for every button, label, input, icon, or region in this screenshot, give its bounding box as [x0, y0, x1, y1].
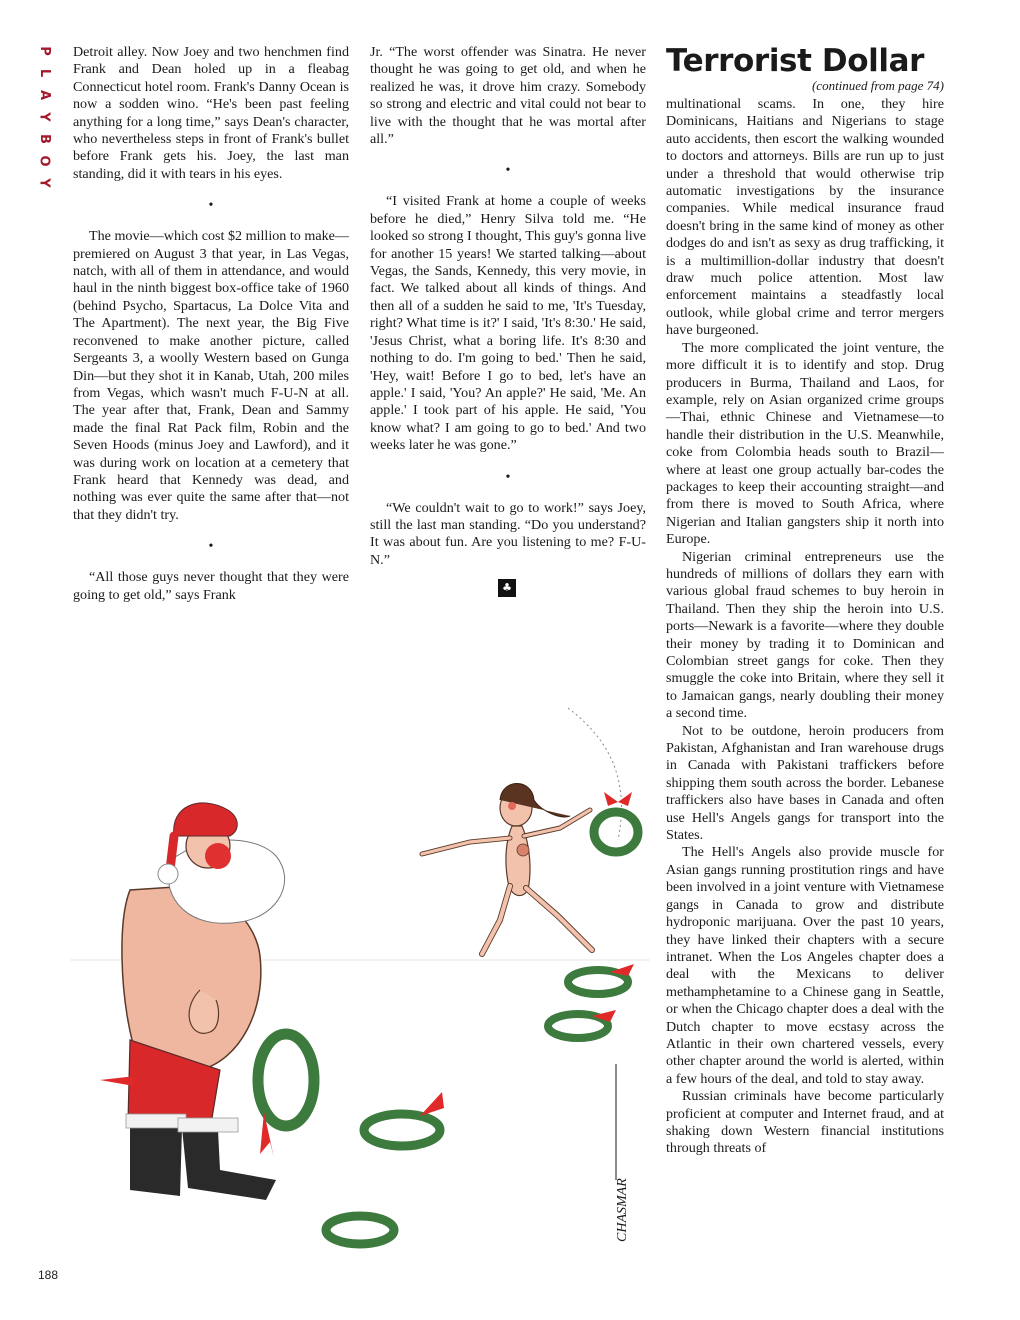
paragraph: Russian criminals have become particularly proficient at computer and Internet fraud, and at shaking down Western financial institutions through threats of: [666, 1088, 944, 1157]
article-column-1: [73, 44, 349, 604]
article-column-2: [370, 44, 646, 597]
end-mark-icon: ♣: [498, 579, 516, 597]
paragraph: “We couldn't wait to go to work!” says Joey, still the last man standing. “Do you understand? It was about fun. Are you listening to me? F-U-N.”: [370, 499, 646, 568]
magazine-spine-logo: [34, 44, 54, 190]
section-separator: •: [505, 163, 511, 179]
spine-letter: O: [37, 155, 52, 167]
wreath-ice-4: [326, 1216, 394, 1244]
artist-signature: [615, 1064, 630, 1242]
paragraph: Detroit alley. Now Joey and two henchmen find Frank and Dean holed up in a fleabag Connecticut hotel room. Frank's Danny Ocean is now a sodden wino. “He's been past feeling anything for a long time,” says Dean's character, who nevertheless steps in front of Frank's bullet before Frank gets his. Joey, the last man standing, did it with tears in his eyes.: [73, 44, 349, 182]
paragraph: “I visited Frank at home a couple of weeks before he died,” Henry Silva told me. “He looked so strong I thought, This guy's gonna live for another 15 years! We started talking—about Vegas, the Sands, Kennedy, this very movie, in fact. We talked about all kinds of things. And then all of a sudden he said to me, 'It's Tuesday, right? What time is it?' I said, 'It's 8:30.' He said, 'Jesus Christ, what a boring life. It's 8:30 and nothing to do. I'm going to bed.' Then he said, 'Hey, wait! Before I go to bed, let's have an apple.' I said, 'You? An apple?' He said, 'Me. An apple.' I took part of his apple. He said, 'You know what? I am going to go to bed.' And two weeks later he was gone.”: [370, 193, 646, 454]
section-separator: •: [505, 469, 511, 485]
spine-letter: B: [36, 134, 52, 144]
paragraph: The Hell's Angels also provide muscle for Asian gangs running prostitution rings and have been involved in a joint venture with Vietnamese gangs in Canada to grow and distribute hydroponic marijuana. Over the past 10 years, they have linked their chapters with a secure intranet. When the Los Angeles chapter does a deal with the Mexicans to deliver methamphetamine to a Chinese gang in Seattle, or when the Chicago chapter does a deal with the Dutch chapter to move ecstasy across the Atlantic in their own chartered vessels, every other chapter around the world is alerted, within a few hours of the deal, and told to stay away.: [666, 844, 944, 1087]
spine-letter: Y: [36, 178, 52, 188]
wreath-santa: [258, 1034, 314, 1158]
paragraph: Not to be outdone, heroin producers from Pakistan, Afghanistan and Iran warehouse drugs in Canada with Pakistani traffickers before shipping them south across the border. Lebanese traffickers also have bases in Canada and often use Hell's Angels gangs for transport into the States.: [666, 722, 944, 844]
santa-figure: [122, 803, 285, 1200]
spine-letter: A: [37, 89, 52, 101]
continued-note: (continued from page 74): [811, 78, 944, 93]
signature-text: CHASMAR: [615, 1178, 630, 1242]
article-headline: Terrorist Dollar: [666, 43, 924, 79]
paragraph: The more complicated the joint venture, the more difficult it is to identify and stop. Drug producers in Burma, Thailand and Laos, for example, rely on Asian organized crime groups—Thai, ethnic Chinese and Vietnamese—to handle their distribution in the U.S. Meanwhile, coke from Colombia heads south to Brazil—where at least one group actually bar-codes the packages to keep their accounting straight—and from there is moved to South Africa, where Nigerian and Italian gangsters ship it north into Europe.: [666, 339, 944, 548]
wreath-ribbon-left: [100, 1076, 136, 1086]
section-separator: •: [208, 198, 214, 214]
paragraph: Nigerian criminal entrepreneurs use the hundreds of millions of dollars they earn with various global fraud schemes to buy heroin in Thailand. Then they ship the heroin into U.S. ports—Newark is a favorite—where they double their money by trading it to Dominican and Colombian street gangs for coke. Then they smuggle the coke into Britain, where they sell it to Jamaican gangs, nearly doubling their money a second time.: [666, 548, 944, 722]
wreath-ice-2: [548, 1010, 616, 1038]
wreath-held: [594, 792, 638, 852]
article-column-3: [666, 44, 944, 1158]
spine-letter: P: [37, 46, 52, 56]
wreath-ice-1: [568, 964, 634, 994]
page-number: 188: [38, 1268, 59, 1282]
section-separator: •: [208, 539, 214, 555]
paragraph: The movie—which cost $2 million to make—premiered on August 3 that year, in Las Vegas, natch, with all of them in attendance, and would haul in the ninth biggest box-office take of 1960 (behind Psycho, Spartacus, La Dolce Vita and The Apartment). The next year, the Big Five reconvened to make another picture, called Sergeants 3, a woolly Western based on Gunga Din—but they shot it in Kanab, Utah, 200 miles from Vegas, which wasn't much F-U-N at all. The year after that, Frank, Dean and Sammy made the final Rat Pack film, Robin and the Seven Hoods (minus Joey and Lawford), and it was during work on location at a cemetery that Frank heard that Kennedy was dead, and nothing was ever quite the same after that—not that they didn't try.: [73, 228, 349, 523]
paragraph: “All those guys never thought that they were going to get old,” says Frank: [73, 569, 349, 603]
paragraph: Jr. “The worst offender was Sinatra. He never thought he was going to get old, and when he realized he was, it drove him crazy. Somebody so strong and electric and vital could not bear to live with the thought that he was mortal after all.”: [370, 44, 646, 148]
paragraph: multinational scams. In one, they hire Dominicans, Haitians and Nigerians to stage auto accidents, then escort the walking wounded to doctors and attorneys. Bills are run up to just under a threshold that would otherwise trip automatic investigations by the insurance companies. While medical insurance fraud doesn't bring in the same kind of money as other dodges do and isn't as sexy as drug trafficking, it is a multimillion-dollar industry that doesn't draw much police attention. Most law enforcement maintains a steadfastly local outlook, while global crime and terror mergers have burgeoned.: [666, 96, 944, 339]
spine-letter: L: [36, 68, 52, 78]
skater-woman: [422, 784, 592, 955]
spine-letter: Y: [36, 112, 52, 122]
wreath-ice-3: [364, 1092, 444, 1146]
cartoon-illustration: [70, 660, 650, 1280]
